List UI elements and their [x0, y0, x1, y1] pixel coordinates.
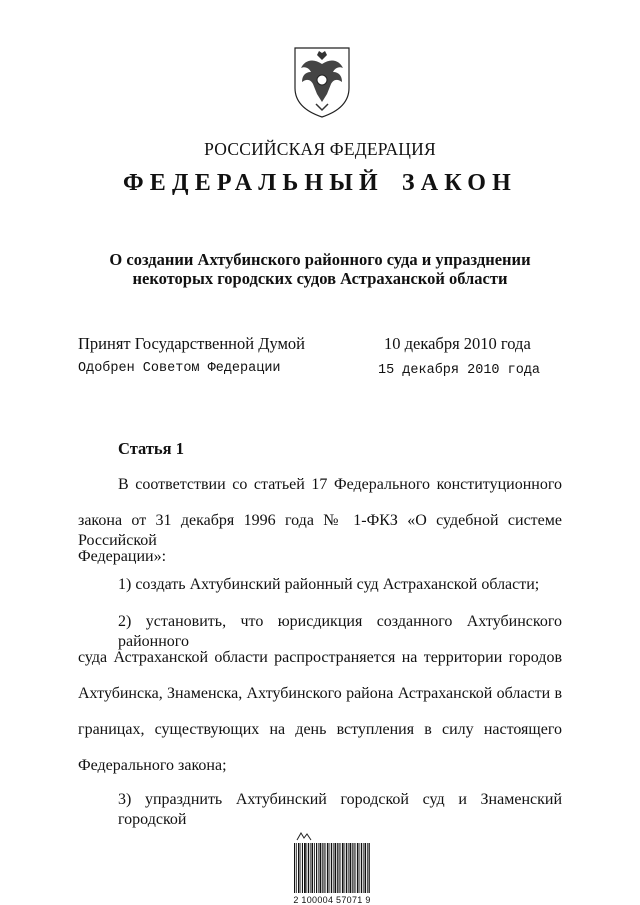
article-intro	[78, 475, 562, 567]
article-item-2	[78, 612, 562, 776]
paragraph-line: закона от 31 декабря 1996 года № 1-ФКЗ «О судебной системе Российской	[78, 512, 562, 549]
document-type-word-2: ЗАКОН	[401, 170, 518, 196]
barcode-number: 2 100004 57071 9	[293, 895, 371, 905]
paragraph-line: В соответствии со статьей 17 Федерального конституционного	[118, 476, 562, 493]
paragraph-line: Ахтубинска, Знаменска, Ахтубинского района Астраханской области в	[78, 685, 562, 702]
article-item-3: 3) упразднить Ахтубинский городской суд и Знаменский городской	[118, 791, 562, 828]
paragraph-line: Федерального закона;	[78, 757, 227, 774]
paragraph-line: границах, существующих на день вступления в силу настоящего	[78, 721, 562, 738]
coat-of-arms-emblem	[291, 44, 353, 120]
document-type	[0, 170, 640, 197]
law-title-line: некоторых городских судов Астраханской области	[132, 269, 508, 288]
law-title-line: О создании Ахтубинского районного суда и упразднении	[109, 250, 531, 269]
paragraph-line: суда Астраханской области распространяется на территории городов	[78, 649, 562, 666]
document-type-word-1: ФЕДЕРАЛЬНЫЙ	[122, 170, 384, 196]
barcode-bars	[294, 843, 370, 893]
barcode-logo-icon	[296, 831, 312, 841]
paragraph-line: 2) установить, что юрисдикция созданного Ахтубинского районного	[118, 613, 562, 650]
article-item-1: 1) создать Ахтубинский районный суд Астраханской области;	[118, 576, 540, 593]
article-heading: Статья 1	[118, 439, 184, 458]
council-approval-date: 15 декабря 2010 года	[378, 363, 541, 378]
law-title	[0, 250, 640, 288]
country-name: РОССИЙСКАЯ ФЕДЕРАЦИЯ	[204, 139, 436, 159]
paragraph-line: Федерации»:	[78, 548, 167, 565]
duma-adoption-date: 10 декабря 2010 года	[384, 334, 531, 353]
duma-adoption-label: Принят Государственной Думой	[78, 334, 306, 353]
council-approval-label: Одобрен Советом Федерации	[78, 361, 281, 376]
